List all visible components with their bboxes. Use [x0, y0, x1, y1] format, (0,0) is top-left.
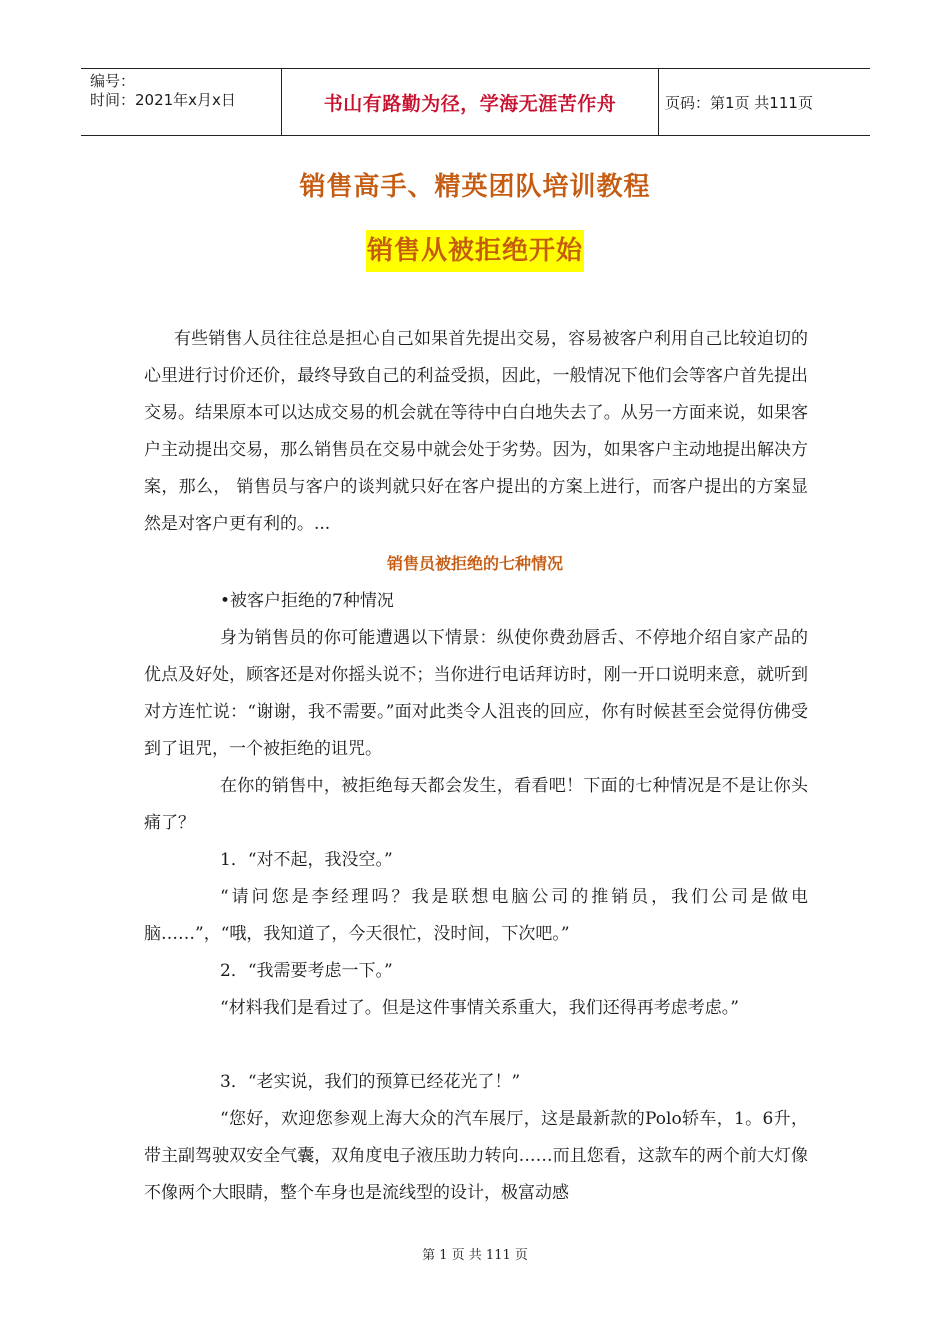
- number-label: 编号：: [90, 72, 136, 90]
- subtitle-wrapper: [0, 230, 950, 272]
- body-paragraph: “请问您是李经理吗？我是联想电脑公司的推销员，我们公司是做电脑……”，“哦，我知道了，今天很忙，没时间，下次吧。”: [144, 887, 808, 944]
- page-footer: 第 1 页 共 111 页: [422, 1248, 528, 1263]
- page-header: [81, 68, 870, 136]
- header-motto-cell: [281, 69, 659, 135]
- body-paragraph: 身为销售员的你可能遭遇以下情景：纵使你费劲唇舌、不停地介绍自家产品的优点及好处，顾客还是对你摇头说不；当你进行电话拜访时，刚一开口说明来意，就听到对方连忙说：“谢谢，我不需要。”面对此类令人沮丧的回应，你有时候甚至会觉得仿佛受到了诅咒，一个被拒绝的诅咒。: [144, 628, 808, 759]
- header-motto: 书山有路勤为径，学海无涯苦作舟: [323, 92, 617, 115]
- intro-paragraph: 有些销售人员往往总是担心自己如果首先提出交易，容易被客户利用自己比较迫切的心里进行讨价还价，最终导致自己的利益受损，因此，一般情况下他们会等客户首先提出交易。结果原本可以达成交易的机会就在等待中白白地失去了。从另一方面来说，如果客户主动提出交易，那么销售员在交易中就会处于劣势。因为，如果客户主动地提出解决方案，那么， 销售员与客户的谈判就只好在客户提出的方案上进行，而客户提出的方案显然是对客户更有利的。...: [144, 329, 808, 534]
- body-paragraph: “材料我们是看过了。但是这件事情关系重大，我们还得再考虑考虑。”: [220, 998, 739, 1018]
- bullet-line: •被客户拒绝的7种情况: [220, 591, 394, 611]
- list-item-heading: 1．“对不起，我没空。”: [220, 850, 393, 870]
- section-heading: 销售员被拒绝的七种情况: [386, 554, 563, 573]
- list-item-heading: 3．“老实说，我们的预算已经花光了！”: [220, 1072, 521, 1092]
- body-paragraph: “您好，欢迎您参观上海大众的汽车展厅，这是最新款的Polo轿车，1。6升，带主副驾驶双安全气囊，双角度电子液压助力转向……而且您看，这款车的两个前大灯像不像两个大眼睛，整个车身也是流线型的设计，极富动感: [144, 1109, 808, 1203]
- header-meta: [81, 69, 281, 135]
- body-paragraph: 在你的销售中，被拒绝每天都会发生，看看吧！下面的七种情况是不是让你头痛了？: [144, 776, 808, 833]
- document-title: 销售高手、精英团队培训教程: [299, 172, 651, 202]
- document-subtitle: 销售从被拒绝开始: [366, 230, 584, 272]
- time-label: 时间：2021年x月x日: [90, 91, 236, 109]
- header-page-info: 页码：第1页 共111页: [665, 93, 813, 112]
- list-item-heading: 2．“我需要考虑一下。”: [220, 961, 393, 981]
